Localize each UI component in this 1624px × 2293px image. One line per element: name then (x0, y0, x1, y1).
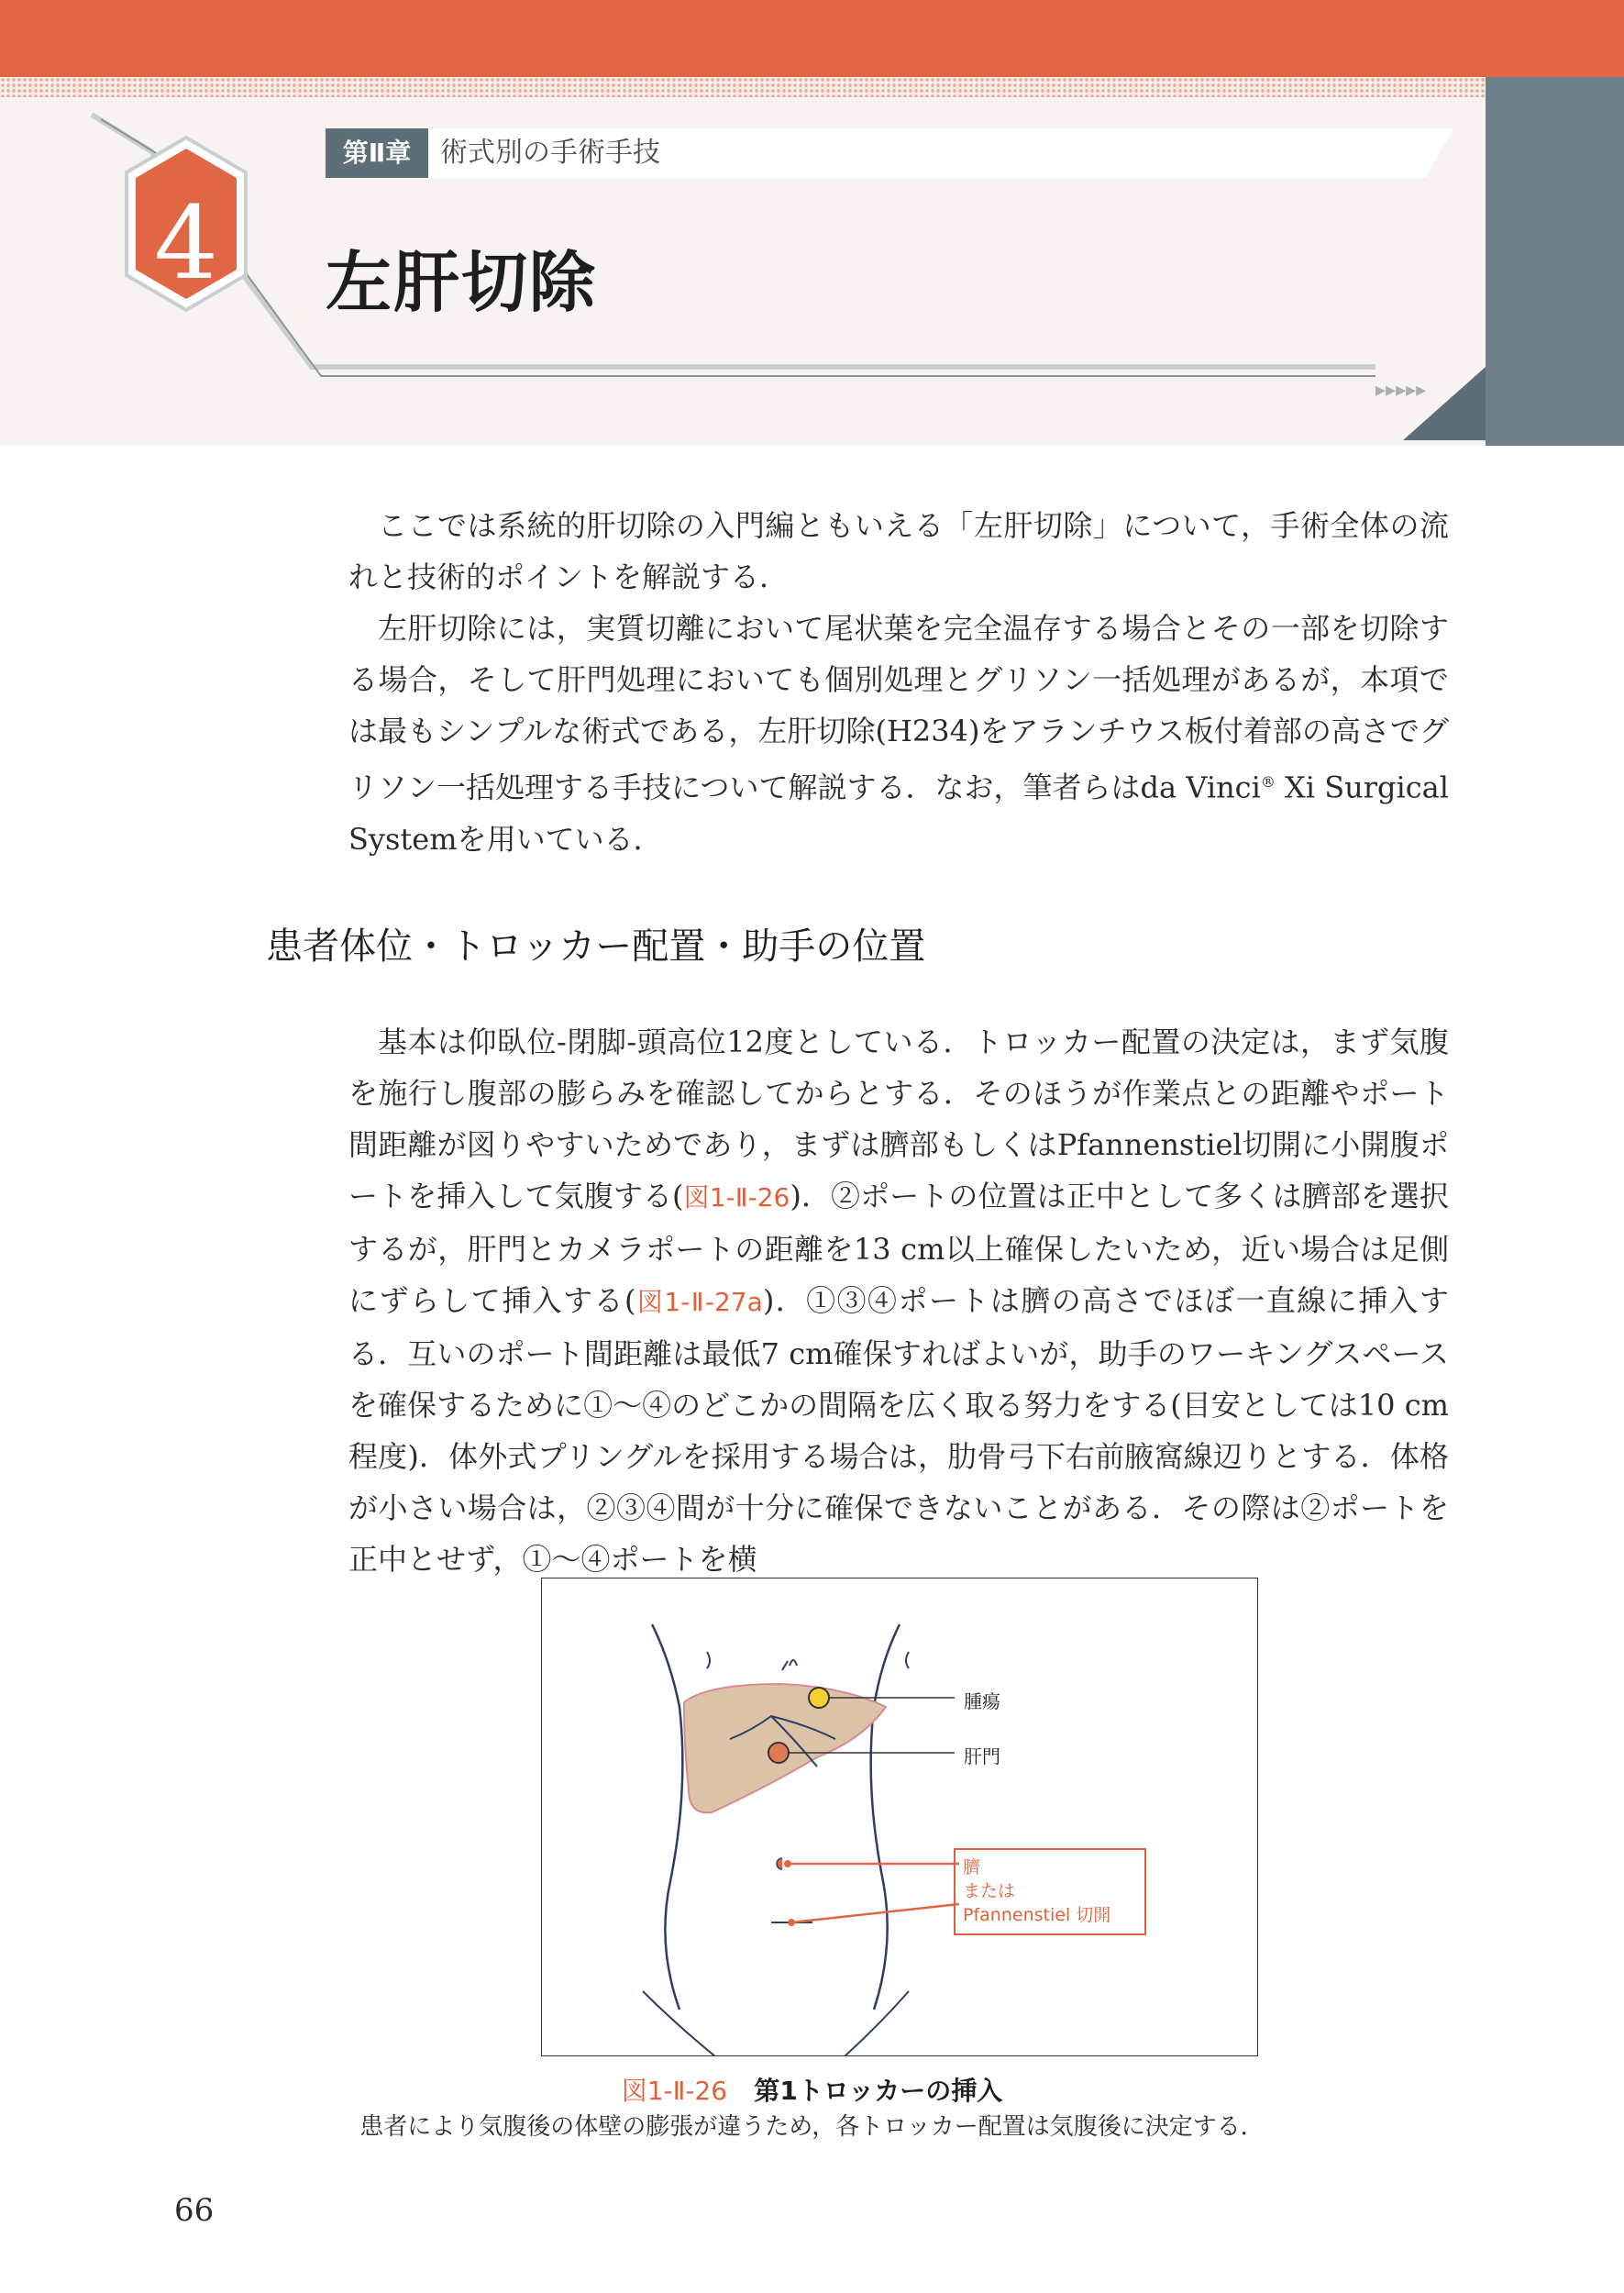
intro-paragraph-2-end: Xi Surgical Systemを用いている． (348, 770, 1449, 857)
page-title: 左肝切除 (326, 243, 598, 321)
chapter-tag: 第Ⅱ章 (326, 128, 428, 178)
chapter-number: 4 (154, 184, 218, 302)
section-paragraph (348, 1016, 1449, 1585)
label-umbilicus: 臍 (963, 1857, 981, 1878)
torso-diagram (542, 1579, 1257, 2055)
figure-ref-27a[interactable]: 図1-Ⅱ-27a (635, 1287, 763, 1317)
intro-paragraph-2 (348, 603, 1449, 865)
right-nipple (906, 1652, 909, 1668)
section-body (348, 1016, 1449, 1585)
section-letter: A (188, 923, 217, 969)
xiphoid (782, 1660, 797, 1670)
pfannenstiel-leader (791, 1904, 959, 1922)
torso-left-outline (652, 1624, 682, 2010)
chapter-subtitle: 術式別の手術手技 (440, 137, 660, 169)
section-text-1: 基本は仰臥位-閉脚-頭高位12度としている．トロッカー配置の決定は，まず気腹を施行し腹部の膨らみを確認してからとする．そのほうが作業点との距離やポート間距離が図りやすいためであり，まずは臍部もしくはPfannenstiel切開に小開腹ポートを挿入して気腹する( (348, 1025, 1449, 1213)
corner-triangle (1403, 367, 1486, 440)
label-umbilicus-box (954, 1848, 1146, 1935)
section-title: 患者体位・トロッカー配置・助手の位置 (266, 925, 926, 968)
label-hilum: 肝門 (964, 1745, 1000, 1767)
left-nipple (707, 1652, 710, 1668)
hilum-marker (768, 1743, 789, 1763)
torso-right-lower (835, 1991, 909, 2055)
figure-ref-26[interactable]: 図1-Ⅱ-26 (683, 1182, 790, 1213)
registered-mark: ® (1260, 773, 1276, 791)
torso-right-outline (871, 1624, 900, 2010)
arrows-icon: ▸▸▸▸▸ (1375, 379, 1427, 402)
umbilicus-icon (777, 1858, 782, 1869)
figure-caption-text: 第1トロッカーの挿入 (754, 2076, 1003, 2106)
intro-paragraph-2-text: 左肝切除には，実質切離において尾状葉を完全温存する場合とその一部を切除する場合，そして肝門処理においても個別処理とグリソン一括処理があるが，本項では最もシンプルな術式である，左肝切除(H234)をアランチウス板付着部の高さでグリソン一括処理する手技について解説する．なお，筆者らはda Vinci (348, 611, 1449, 805)
intro-paragraph-1: ここでは系統的肝切除の入門編ともいえる「左肝切除」について，手術全体の流れと技術的ポイントを解説する． (348, 508, 1449, 594)
figure-caption-ref: 図1-Ⅱ-26 (621, 2076, 728, 2106)
page-number: 66 (174, 2192, 215, 2229)
label-pfannenstiel: Pfannenstiel 切開 (963, 1905, 1111, 1925)
intro-text (348, 500, 1449, 865)
figure-caption-title (0, 2071, 1624, 2108)
tumor-marker (809, 1688, 829, 1708)
section-text-3: )．①③④ポートは臍の高さでほぼ一直線に挿入する．互いのポート間距離は最低7 cm確保すればよいが，助手のワーキングスペースを確保するために①～④のどこかの間隔を広く取る努力をする(目安としては10 cm程度)．体外式プリングルを採用する場合は，肋骨弓下右前腋窩線辺りとする．体格が小さい場合は，②③④間が十分に確保できないことがある．その際は②ポートを正中とせず，①～④ポートを横 (348, 1283, 1449, 1577)
figure-caption-desc: 患者により気腹後の体壁の膨張が違うため，各トロッカー配置は気腹後に決定する． (359, 2113, 1265, 2141)
torso-left-lower (643, 1991, 725, 2055)
label-tumor: 腫瘍 (964, 1690, 1000, 1712)
figure-box (541, 1578, 1258, 2056)
umbilicus-dot (784, 1860, 791, 1867)
label-or: または (963, 1881, 1016, 1901)
section-text-2: )．②ポートの位置は正中として多くは臍部を選択するが，肝門とカメラポートの距離を13 cm以上確保したいため，近い場合は足側にずらして挿入する( (348, 1179, 1449, 1318)
